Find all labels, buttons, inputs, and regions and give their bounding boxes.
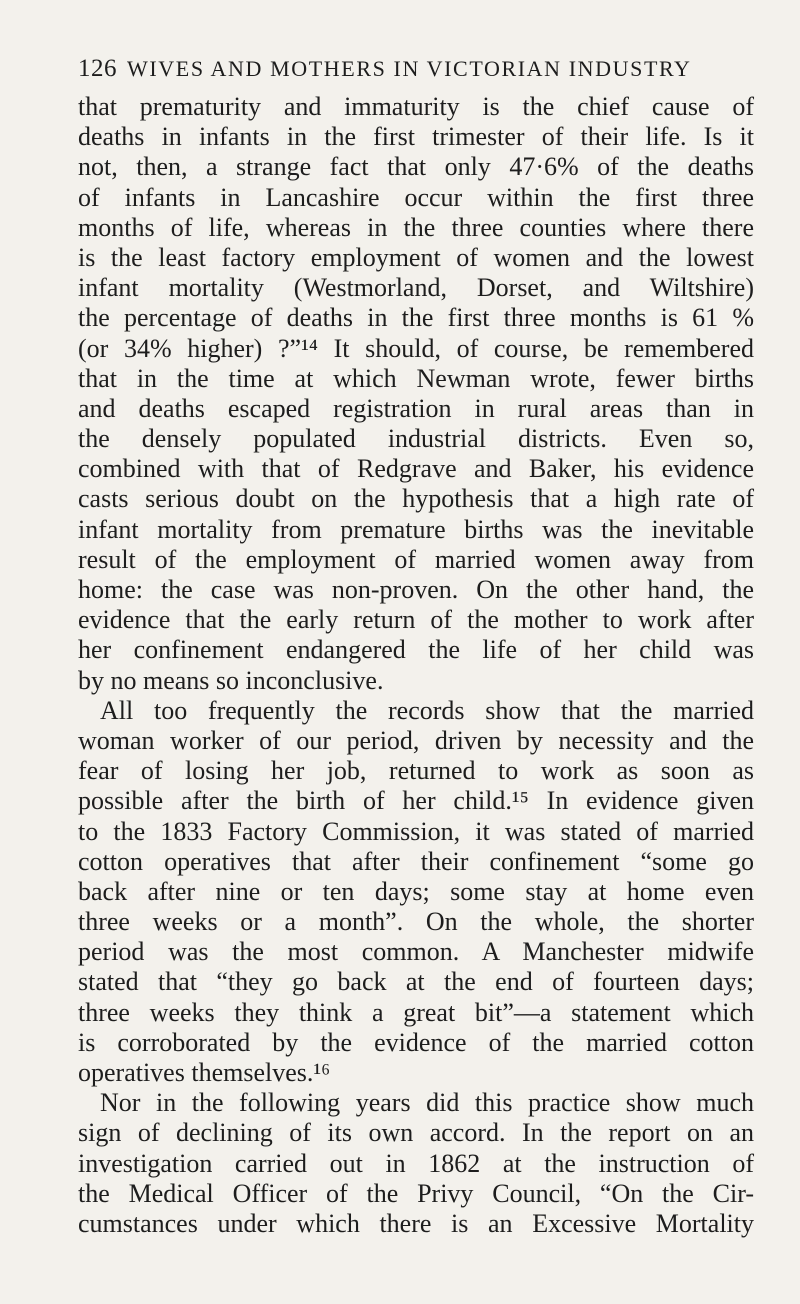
text-line: is corroborated by the evidence of the married cotton <box>78 1027 754 1057</box>
text-line: the Medical Officer of the Privy Council, “On the Cir- <box>78 1178 754 1208</box>
text-line: by no means so inconclusive. <box>78 665 384 695</box>
text-line: sign of declining of its own accord. In the report on an <box>78 1118 754 1148</box>
text-line: deaths in infants in the first trimester of their life. Is it <box>78 122 754 152</box>
text-line: three weeks they think a great bit”—a statement which <box>78 997 754 1027</box>
text-line: infant mortality from premature births was the inevitable <box>78 514 754 544</box>
running-head <box>78 54 738 84</box>
text-line: result of the employment of married women away from <box>78 544 754 574</box>
text-line: stated that “they go back at the end of fourteen days; <box>78 967 754 997</box>
text-line: is the least factory employment of women and the lowest <box>78 242 754 272</box>
text-line: that prematurity and immaturity is the chief cause of <box>78 92 754 121</box>
text-line: possible after the birth of her child.¹⁵ In evidence given <box>78 786 754 816</box>
text-line: not, then, a strange fact that only 47·6% of the deaths <box>78 152 754 182</box>
text-line: Nor in the following years did this practice show much <box>100 1088 754 1118</box>
text-line: All too frequently the records show that the married <box>100 695 754 725</box>
text-line: combined with that of Redgrave and Baker, his evidence <box>78 454 754 484</box>
text-line: evidence that the early return of the mother to work after <box>78 605 754 635</box>
text-line: the densely populated industrial districts. Even so, <box>78 424 754 454</box>
text-line: cumstances under which there is an Excessive Mortality <box>78 1208 754 1238</box>
text-line: casts serious doubt on the hypothesis that a high rate of <box>78 484 754 514</box>
running-title: WIVES AND MOTHERS IN VICTORIAN INDUSTRY <box>127 56 692 81</box>
text-line: home: the case was non-proven. On the other hand, the <box>78 575 754 604</box>
text-line: months of life, whereas in the three counties where there <box>78 212 754 242</box>
text-line: (or 34% higher) ?”¹⁴ It should, of course, be remembered <box>78 333 754 363</box>
text-line: her confinement endangered the life of her child was <box>78 635 754 665</box>
text-line: back after nine or ten days; some stay at home even <box>78 876 754 906</box>
text-line: operatives themselves.¹⁶ <box>78 1058 331 1087</box>
text-line: infant mortality (Westmorland, Dorset, and Wiltshire) <box>78 273 754 303</box>
body-text <box>78 92 754 1239</box>
text-line: to the 1833 Factory Commission, it was stated of married <box>78 816 754 846</box>
text-line: fear of losing her job, returned to work as soon as <box>78 756 754 786</box>
text-line: investigation carried out in 1862 at the instruction of <box>78 1148 754 1178</box>
text-line: woman worker of our period, driven by necessity and the <box>78 725 754 755</box>
text-line: period was the most common. A Manchester midwife <box>78 937 754 967</box>
text-line: three weeks or a month”. On the whole, the shorter <box>78 907 754 937</box>
text-line: the percentage of deaths in the first three months is 61 % <box>78 303 754 333</box>
text-line: and deaths escaped registration in rural areas than in <box>78 393 754 423</box>
text-line: that in the time at which Newman wrote, fewer births <box>78 363 754 393</box>
text-line: cotton operatives that after their confinement “some go <box>78 846 754 876</box>
text-line: of infants in Lancashire occur within the first three <box>78 182 754 212</box>
page-number: 126 <box>78 55 117 82</box>
